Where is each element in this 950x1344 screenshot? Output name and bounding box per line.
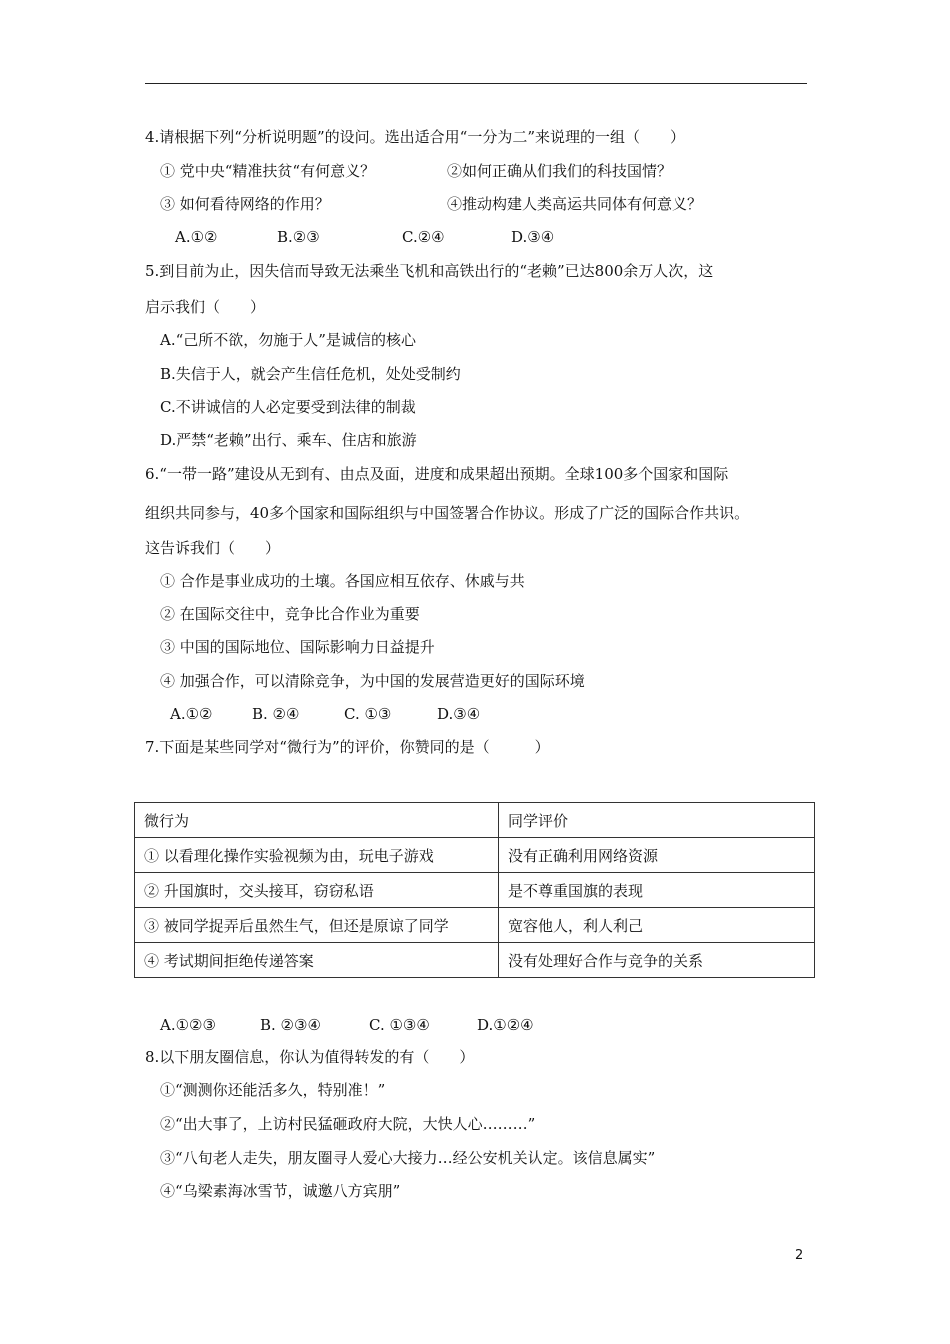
table-cell-behavior: ① 以看理化操作实验视频为由，玩电子游戏	[135, 838, 499, 873]
q6-choice-c: C. ①③	[344, 705, 392, 723]
q6-choice-a: A.①②	[170, 705, 213, 723]
q4-choice-d: D.③④	[511, 228, 555, 246]
table-header-row	[135, 803, 815, 838]
q4-choice-c: C.②④	[402, 228, 445, 246]
q5-option-b: B.失信于人，就会产生信任危机，处处受制约	[160, 365, 461, 383]
q6-stem-line3: 这告诉我们（ ）	[145, 539, 281, 557]
table-cell-evaluation: 没有处理好合作与竞争的关系	[499, 943, 815, 978]
table-row	[135, 838, 815, 873]
q5-stem-line2: 启示我们（ ）	[145, 298, 266, 316]
q6-item-1: ① 合作是事业成功的土壤。各国应相互依存、休戚与共	[160, 572, 525, 590]
q7-choice-d: D.①②④	[477, 1016, 534, 1034]
q6-item-3: ③ 中国的国际地位、国际影响力日益提升	[160, 638, 435, 656]
q4-item-1: ① 党中央“精准扶贫“有何意义？	[160, 162, 376, 180]
q7-choice-a: A.①②③	[160, 1016, 216, 1034]
q7-choice-b: B. ②③④	[260, 1016, 321, 1034]
q4-choice-a: A.①②	[175, 228, 218, 246]
table-cell-evaluation: 是不尊重国旗的表现	[499, 873, 815, 908]
page-number: 2	[795, 1248, 804, 1263]
q8-stem: 8.以下朋友圈信息，你认为值得转发的有（ ）	[145, 1048, 475, 1066]
q6-choice-d: D.③④	[437, 705, 481, 723]
q8-item-1: ①“测测你还能活多久，特别准！”	[160, 1081, 386, 1099]
table-row	[135, 943, 815, 978]
table-cell-behavior: ④ 考试期间拒绝传递答案	[135, 943, 499, 978]
q4-item-4: ④推动构建人类高运共同体有何意义？	[447, 195, 703, 213]
q5-option-c: C.不讲诚信的人必定要受到法律的制裁	[160, 398, 416, 416]
table-header-evaluation: 同学评价	[499, 803, 815, 838]
table-cell-behavior: ③ 被同学捉弄后虽然生气，但还是原谅了同学	[135, 908, 499, 943]
q6-item-2: ② 在国际交往中，竞争比合作业为重要	[160, 605, 420, 623]
table-header-behavior: 微行为	[135, 803, 499, 838]
table-cell-behavior: ② 升国旗时，交头接耳，窃窃私语	[135, 873, 499, 908]
q5-option-a: A.“己所不欲，勿施于人”是诚信的核心	[160, 331, 416, 349]
header-rule	[145, 83, 807, 84]
table-cell-evaluation: 宽容他人，利人利己	[499, 908, 815, 943]
q6-item-4: ④ 加强合作，可以清除竞争，为中国的发展营造更好的国际环境	[160, 672, 585, 690]
q5-stem-line1: 5.到目前为止，因失信而导致无法乘坐飞机和高铁出行的“老赖”已达800余万人次，这	[145, 262, 714, 280]
q4-stem: 4.请根据下列“分析说明题”的设问。选出适合用“一分为二”来说理的一组（ ）	[145, 128, 685, 146]
q4-item-2: ②如何正确从们我们的科技国情？	[447, 162, 673, 180]
table-row	[135, 908, 815, 943]
q7-choice-c: C. ①③④	[369, 1016, 430, 1034]
q4-choice-b: B.②③	[277, 228, 320, 246]
q6-stem-line1: 6.“一带一路”建设从无到有、由点及面，进度和成果超出预期。全球100多个国家和国际	[145, 465, 729, 483]
q5-option-d: D.严禁“老赖”出行、乘车、住店和旅游	[160, 431, 417, 449]
q8-item-2: ②“出大事了，上访村民猛砸政府大院，大快人心………”	[160, 1115, 536, 1133]
table-row	[135, 873, 815, 908]
q8-item-4: ④“乌梁素海冰雪节，诚邀八方宾朋”	[160, 1182, 401, 1200]
table-cell-evaluation: 没有正确利用网络资源	[499, 838, 815, 873]
q6-stem-line2: 组织共同参与，40多个国家和国际组织与中国签署合作协议。形成了广泛的国际合作共识。	[145, 504, 750, 522]
q4-item-3: ③ 如何看待网络的作用？	[160, 195, 330, 213]
q8-item-3: ③“八旬老人走失，朋友圈寻人爱心大接力…经公安机关认定。该信息属实”	[160, 1149, 656, 1167]
q7-stem: 7.下面是某些同学对“微行为”的评价，你赞同的是（ ）	[145, 738, 550, 756]
q7-evaluation-table	[134, 802, 815, 978]
q6-choice-b: B. ②④	[252, 705, 300, 723]
